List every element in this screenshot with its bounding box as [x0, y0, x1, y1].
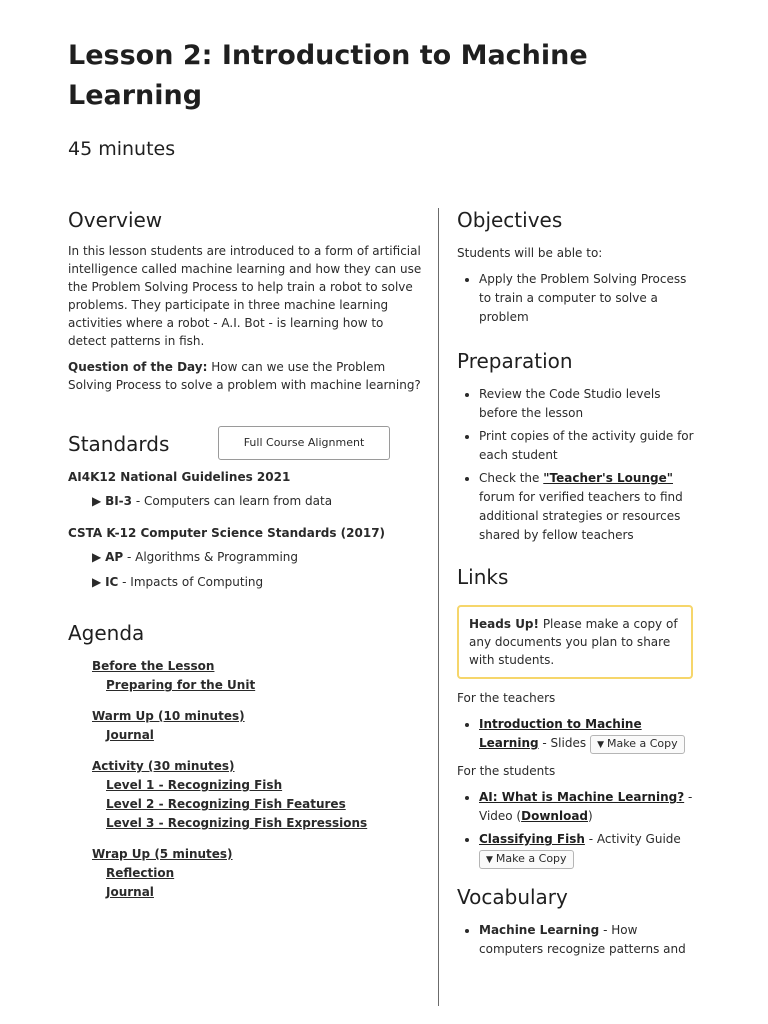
vocabulary-heading: Vocabulary [457, 885, 568, 909]
agenda-block [92, 657, 424, 695]
objectives-intro: Students will be able to: [457, 246, 603, 260]
question-of-day [68, 358, 424, 394]
download-link[interactable]: Download [521, 809, 589, 823]
expand-triangle-icon: ▶ [92, 575, 102, 589]
preparation-section [457, 347, 697, 545]
link-suffix: - Video ( [479, 790, 693, 823]
vocabulary-item [479, 921, 697, 959]
objective-item: • Apply the Problem Solving Process to train a computer to solve a problem [479, 270, 697, 327]
teacher-link-item [479, 715, 697, 754]
standards-group-name: AI4K12 National Guidelines 2021 [68, 470, 291, 484]
teachers-lounge-link[interactable]: "Teacher's Lounge" [543, 471, 673, 485]
standards-section [68, 426, 424, 591]
standard-code: IC [105, 575, 119, 589]
agenda-sublink[interactable]: Preparing for the Unit [106, 678, 256, 692]
student-links [457, 788, 697, 869]
standard-desc: - Impacts of Computing [118, 575, 264, 589]
standards-group-name: CSTA K-12 Computer Science Standards (2017) [68, 526, 386, 540]
vocabulary-list [457, 921, 697, 959]
agenda-sublink[interactable]: Journal [106, 885, 154, 899]
objectives-heading: Objectives [457, 208, 563, 232]
page-title: Lesson 2: Introduction to Machine Learning [68, 40, 588, 111]
qotd-label: Question of the Day: [68, 360, 208, 374]
standard-desc: - Computers can learn from data [132, 494, 333, 508]
callout-text: Please make a copy of any documents you plan to share with students. [469, 617, 678, 667]
agenda-block [92, 707, 424, 745]
student-link-item [479, 830, 697, 869]
students-label: For the students [457, 764, 556, 778]
objectives-list [457, 270, 697, 327]
left-column [68, 206, 424, 914]
agenda-sublink[interactable]: Level 2 - Recognizing Fish Features [106, 797, 346, 811]
standard-item[interactable] [92, 573, 424, 591]
column-divider [438, 208, 439, 1006]
agenda-link[interactable]: Activity (30 minutes) [92, 759, 235, 773]
vocabulary-section [457, 883, 697, 959]
links-heading: Links [457, 565, 509, 589]
standard-code: AP [105, 550, 124, 564]
agenda-heading: Agenda [68, 621, 145, 645]
heads-up-callout [457, 605, 693, 679]
agenda-block [92, 757, 424, 833]
objectives-section [457, 206, 697, 327]
link-suffix: - Activity Guide [584, 832, 681, 846]
agenda-sublink[interactable]: Reflection [106, 866, 175, 880]
teachers-label: For the teachers [457, 691, 556, 705]
agenda-section [68, 619, 424, 902]
standards-heading: Standards [68, 432, 170, 456]
vocab-definition: - How computers recognize patterns and [479, 923, 686, 956]
standard-item[interactable] [92, 548, 424, 566]
preparation-text: forum for verified teachers to find additional strategies or resources shared by fellow teachers [479, 490, 683, 542]
overview-section [68, 206, 424, 394]
overview-body: In this lesson students are introduced to a form of artificial intelligence called machine learning and how they can use the Problem Solving Process to help train a robot to solve problems. They participate in three machine learning activities where a robot - A.I. Bot - is learning how to detect patterns in fish. [68, 244, 422, 348]
make-a-copy-label: Make a Copy [607, 737, 678, 750]
standard-code: BI-3 [105, 494, 133, 508]
agenda-link[interactable]: Wrap Up (5 minutes) [92, 847, 233, 861]
standard-desc: - Algorithms & Programming [123, 550, 298, 564]
standards-group [68, 468, 424, 510]
agenda-block [92, 845, 424, 902]
vocab-term: Machine Learning [479, 923, 600, 937]
agenda-link[interactable]: Before the Lesson [92, 659, 215, 673]
ai-ml-video-link[interactable]: AI: What is Machine Learning? [479, 790, 685, 804]
callout-label: Heads Up! [469, 617, 539, 631]
expand-triangle-icon: ▶ [92, 494, 102, 508]
lesson-duration: 45 minutes [68, 138, 176, 160]
preparation-item [479, 469, 697, 545]
preparation-heading: Preparation [457, 349, 573, 373]
make-a-copy-button[interactable] [590, 735, 685, 754]
standard-item[interactable] [92, 492, 424, 510]
agenda-sublink[interactable]: Level 1 - Recognizing Fish [106, 778, 283, 792]
overview-heading: Overview [68, 208, 163, 232]
preparation-item: • Print copies of the activity guide for each student [479, 427, 697, 465]
standards-group [68, 524, 424, 591]
teacher-links [457, 715, 697, 754]
expand-triangle-icon: ▶ [92, 550, 102, 564]
agenda-link[interactable]: Warm Up (10 minutes) [92, 709, 245, 723]
make-a-copy-label: Make a Copy [495, 852, 567, 865]
agenda-list [68, 657, 424, 902]
links-section [457, 563, 697, 869]
close-paren: ) [588, 809, 593, 823]
classifying-fish-link[interactable]: Classifying Fish [479, 832, 585, 846]
right-column [457, 206, 697, 963]
caret-down-icon: ▼ [597, 740, 605, 750]
intro-ml-slides-link[interactable]: Introduction to Machine Learning [479, 717, 642, 750]
preparation-item: • Review the Code Studio levels before the lesson [479, 385, 697, 423]
student-link-item [479, 788, 697, 826]
caret-down-icon: ▼ [486, 855, 493, 865]
qotd-text: How can we use the Problem Solving Process to solve a problem with machine learning? [68, 360, 421, 392]
link-suffix: - Slides [538, 736, 587, 750]
preparation-list [457, 385, 697, 545]
agenda-sublink[interactable]: Journal [106, 728, 154, 742]
agenda-sublink[interactable]: Level 3 - Recognizing Fish Expressions [106, 816, 368, 830]
make-a-copy-button[interactable] [479, 850, 574, 869]
full-course-alignment-button[interactable]: Full Course Alignment [218, 426, 390, 460]
preparation-text: Check the [479, 471, 544, 485]
